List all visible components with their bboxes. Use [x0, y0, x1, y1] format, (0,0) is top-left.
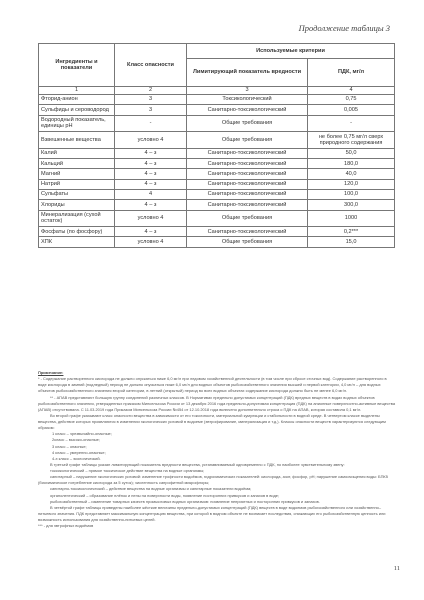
hazard-class-cell: 4: [115, 189, 187, 199]
column-number: 4: [308, 87, 395, 95]
table-row: [39, 95, 395, 105]
hazard-class-cell: условно 4: [115, 210, 187, 227]
pdk-value-cell: 0,005: [308, 105, 395, 115]
ingredient-name-cell: Взвешенные вещества: [39, 132, 115, 149]
table-row: [39, 132, 395, 149]
note-eutrophic: *** - для эвтрофных водоёмов: [38, 523, 94, 529]
hazard-class-item: 1 класс – чрезвычайно-опасные;: [52, 431, 112, 437]
page-number: 11: [393, 565, 400, 572]
table-row: [39, 200, 395, 210]
notes-title: Примечание:: [38, 370, 64, 375]
hazard-class-item: 4 класс – умеренно-опасные;: [52, 449, 106, 455]
table-row: [39, 179, 395, 189]
limiting-indicator-cell: Санитарно-токсикологический: [187, 159, 308, 169]
limiting-indicator-cell: Санитарно-токсикологический: [187, 148, 308, 158]
ingredient-name-cell: Хлориды: [39, 200, 115, 210]
limiting-indicator-cell: Общие требования: [187, 210, 308, 227]
ingredient-name-cell: Минерализация (сухой остаток): [39, 210, 115, 227]
hazard-class-cell: 3: [115, 105, 187, 115]
hazard-class-cell: 3: [115, 95, 187, 105]
pdk-value-cell: 0,2***: [308, 227, 395, 237]
note-hazard-classes: Во второй графе указывают класс опасности вещества в зависимости от его токсичности, материальной кумуляции и стабильности в водной среде. В четвертом классе выделены вещества, действие которых проявляются в изменении экологических условий в водоеме (эвтрофирование, минерализация и т.д.). Классы опасности веществ характеризуются следующим образом:: [38, 412, 386, 431]
hazard-class-cell: 4 – з: [115, 227, 187, 237]
hazard-class-cell: условно 4: [115, 132, 187, 149]
note-organoleptic: органолептический – образование плёнок и пены на поверхности воды, появление посторонних привкусов и запахов в воде;: [50, 492, 280, 498]
column-number: 3: [187, 87, 308, 95]
ingredient-name-cell: Сульфиды и сероводород: [39, 105, 115, 115]
ingredient-name-cell: Водородный показатель, единицы pH: [39, 115, 115, 132]
limiting-indicator-cell: Общие требования: [187, 237, 308, 247]
limiting-indicator-cell: Общие требования: [187, 115, 308, 132]
note-apav: ** - АПАВ представляют большую группу соединений различных классов. В Нормативах предельно допустимых концентраций (ПДК) вредных веществ в водах водных объектов рыбохозяйственного значения, утвержденных приказом Минсельхоза России от 13 декабря 2016 года предельно-допустимая концентрация (ПДК) на анионные поверхностно-активные вещества (АПАВ) отсутствовала. С 11.03.2019 года Приказом Минсельхоза России №454 от 12.10.2018 года включено дополнительно строка о ПДК на АПАВ, которая составила 0,1 мг/л.: [38, 394, 396, 412]
pdk-value-cell: -: [308, 115, 395, 132]
table-row: [39, 169, 395, 179]
pdk-value-cell: 0,75: [308, 95, 395, 105]
header-limiting-indicator: Лимитирующий показатель вредности: [187, 59, 308, 87]
table-row: [39, 148, 395, 158]
table-row: [39, 159, 395, 169]
hazard-class-item: 3 класс – опасные;: [52, 443, 87, 449]
limiting-indicator-cell: Общие требования: [187, 132, 308, 149]
hazard-class-cell: 4 – з: [115, 200, 187, 210]
water-quality-table: [38, 43, 395, 248]
pdk-value-cell: 50,0: [308, 148, 395, 158]
ingredient-name-cell: Кальций: [39, 159, 115, 169]
pdk-value-cell: 300,0: [308, 200, 395, 210]
note-toxicological: токсикологический – прямое токсическое действие вещества на водные организмы;: [50, 468, 205, 473]
column-number: 2: [115, 87, 187, 95]
limiting-indicator-cell: Санитарно-токсикологический: [187, 189, 308, 199]
limiting-indicator-cell: Санитарно-токсикологический: [187, 227, 308, 237]
pdk-value-cell: 40,0: [308, 169, 395, 179]
pdk-value-cell: 180,0: [308, 159, 395, 169]
pdk-value-cell: 15,0: [308, 237, 395, 247]
table-row: [39, 189, 395, 199]
ingredient-name-cell: Сульфаты: [39, 189, 115, 199]
pdk-value-cell: 1000: [308, 210, 395, 227]
header-pdk: ПДК, мг/л: [308, 59, 395, 87]
ingredient-name-cell: ХПК: [39, 237, 115, 247]
ingredient-name-cell: Натрий: [39, 179, 115, 189]
note-oxygen: * - Содержание растворенного кислорода не должно опускаться ниже 6,0 мг/л при ледовом хозяйственной деятельности (в том числе при сбросе сточных вод). Содержание растворенного в воде кислорода в зимний (подледный) период не должно опускаться ниже 6,0 мг/л для водных объектов рыбохозяйственного значения высшей и первой категории, 4,0 мг/л – для водных объектов рыбохозяйственного значения второй категории, в летний (открытый) период во всех водных объектах содержание кислорода должно быть не менее 6,0 мг/л.: [38, 376, 387, 394]
limiting-indicator-cell: Санитарно-токсикологический: [187, 105, 308, 115]
column-number: 1: [39, 87, 115, 95]
hazard-class-cell: 4 – з: [115, 179, 187, 189]
note-sanitary-toxicological: санитарно-токсикологический – действие вещества на водные организмы и санитарные показатели водоёма;: [50, 486, 252, 492]
notes-section: [38, 370, 396, 529]
limiting-indicator-cell: Санитарно-токсикологический: [187, 200, 308, 210]
ingredient-name-cell: Калий: [39, 148, 115, 158]
pdk-value-cell: не более 0,75 мг/л сверх природного содержания: [308, 132, 395, 149]
ingredient-name-cell: Фосфаты (по фосфору): [39, 227, 115, 237]
ingredient-name-cell: Фторид-анион: [39, 95, 115, 105]
hazard-class-cell: 4 – з: [115, 148, 187, 158]
table-row: [39, 227, 395, 237]
pdk-value-cell: 100,0: [308, 189, 395, 199]
table-row: [39, 115, 395, 132]
note-fishery: рыбохозяйственный – изменение товарных качеств промысловых водных организмов: появление неприятных и посторонних привкусов и запахов.: [50, 498, 320, 504]
hazard-class-cell: 4 – з: [115, 159, 187, 169]
header-hazard-class: Класс опасности: [115, 44, 187, 87]
note-pdk-column: В четвёртой графе таблицы приведены наиболее жёсткие величины предельно-допустимых концентраций (ПДК) веществ в воде водоемов рыбохозяйственного или хозяйственно–питьевого значения. ПДК представляет максимальную концентрацию вещества, при которой в водном объекте не возникает последствия, снижающих его рыбохозяйственную ценность или возможность использования для хозяйственно-питьевых целей.: [38, 504, 386, 522]
table-row: [39, 105, 395, 115]
hazard-class-cell: -: [115, 115, 187, 132]
limiting-indicator-cell: Санитарно-токсикологический: [187, 179, 308, 189]
header-criteria: Используемые критерии: [187, 44, 395, 59]
limiting-indicator-cell: Токсикологический: [187, 95, 308, 105]
table-row: [39, 237, 395, 247]
pdk-value-cell: 120,0: [308, 179, 395, 189]
hazard-class-item: 4-э класс – экологический.: [52, 455, 101, 461]
hazard-class-cell: 4 – з: [115, 169, 187, 179]
hazard-class-cell: условно 4: [115, 237, 187, 247]
limiting-indicator-cell: Санитарно-токсикологический: [187, 169, 308, 179]
ingredient-name-cell: Магний: [39, 169, 115, 179]
note-sanitary: санитарный – нарушение экологических условий: изменение трофности водоёмов, гидрохимических показателей: кислорода, азот, фосфор, pH; нарушение самоочищения воды: БПК5 (биохимическое потребление кислорода за 5 суток); численность сапрофитной микрофлоры;: [38, 474, 388, 486]
table-continuation-label: Продолжение таблицы 3: [298, 23, 390, 33]
note-limiting-indicator: В третьей графе таблицы указан лимитирующий показатель вредности вещества, устанавливаемый одновременно с ПДК, по наиболее чувствительному звену:: [50, 461, 345, 467]
hazard-class-item: 2класс – высоко-опасные;: [52, 437, 100, 443]
table-row: [39, 210, 395, 227]
header-ingredients: Ингредиенты и показатели: [39, 44, 115, 87]
